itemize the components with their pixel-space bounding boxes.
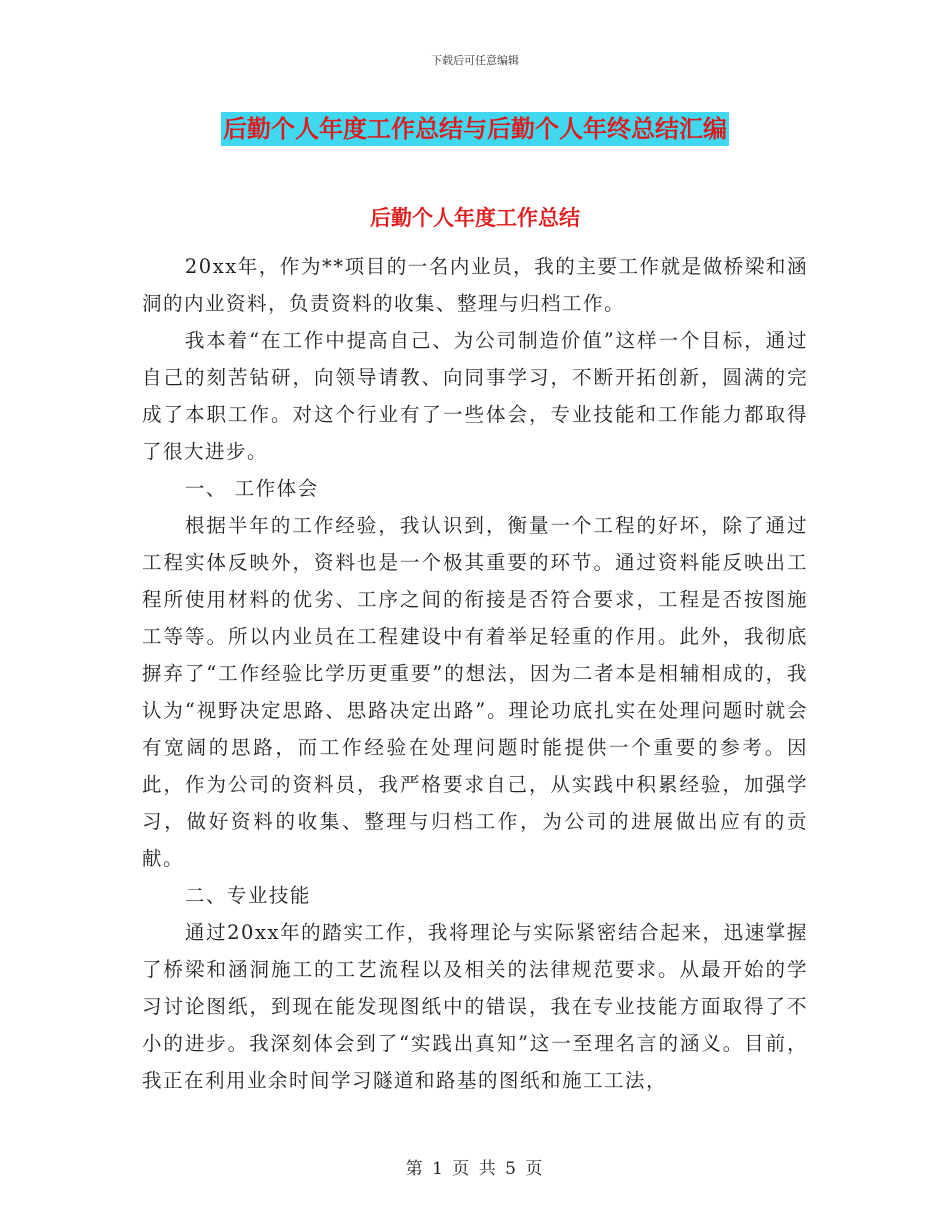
page-number-footer: 第 1 页 共 5 页 [405,1159,545,1179]
heading-professional-skills: 二、专业技能 [184,884,311,907]
paragraph-intro: 20xx年，作为**项目的一名内业员，我的主要工作就是做桥梁和涵洞的内业资料，负责资料的收集、整理与归档工作。 [142,255,808,315]
section-title: 后勤个人年度工作总结 [370,206,580,230]
paragraph-work-experience: 根据半年的工作经验，我认识到，衡量一个工程的好坏，除了通过工程实体反映外，资料也是一个极其重要的环节。通过资料能反映出工程所使用材料的优劣、工序之间的衔接是否符合要求，工程是否按图施工等等。所以内业员在工程建设中有着举足轻重的作用。此外，我彻底摒弃了“工作经验比学历更重要”的想法，因为二者本是相辅相成的，我认为“视野决定思路、思路决定出路”。理论功底扎实在处理问题时就会有宽阔的思路，而工作经验在处理问题时能提供一个重要的参考。因此，作为公司的资料员，我严格要求自己，从实践中积累经验，加强学习，做好资料的收集、整理与归档工作，为公司的进展做出应有的贡献。 [142,514,808,870]
document-title-container [0,112,950,146]
document-title: 后勤个人年度工作总结与后勤个人年终总结汇编 [221,112,729,146]
heading-work-experience: 一、 工作体会 [184,477,319,500]
document-body [142,248,808,1099]
paragraph-professional-skills: 通过20xx年的踏实工作，我将理论与实际紧密结合起来，迅速掌握了桥梁和涵洞施工的工艺流程以及相关的法律规范要求。从最开始的学习讨论图纸，到现在能发现图纸中的错误，我在专业技能方面取得了不小的进步。我深刻体会到了“实践出真知”这一至理名言的涵义。目前，我正在利用业余时间学习隧道和路基的图纸和施工工法， [142,921,808,1092]
paragraph-goal: 我本着“在工作中提高自己、为公司制造价值”这样一个目标，通过自己的刻苦钻研，向领导请教、向同事学习，不断开拓创新，圆满的完成了本职工作。对这个行业有了一些体会，专业技能和工作能力都取得了很大进步。 [142,329,808,463]
page-header-note: 下载后可任意编辑 [431,54,519,67]
